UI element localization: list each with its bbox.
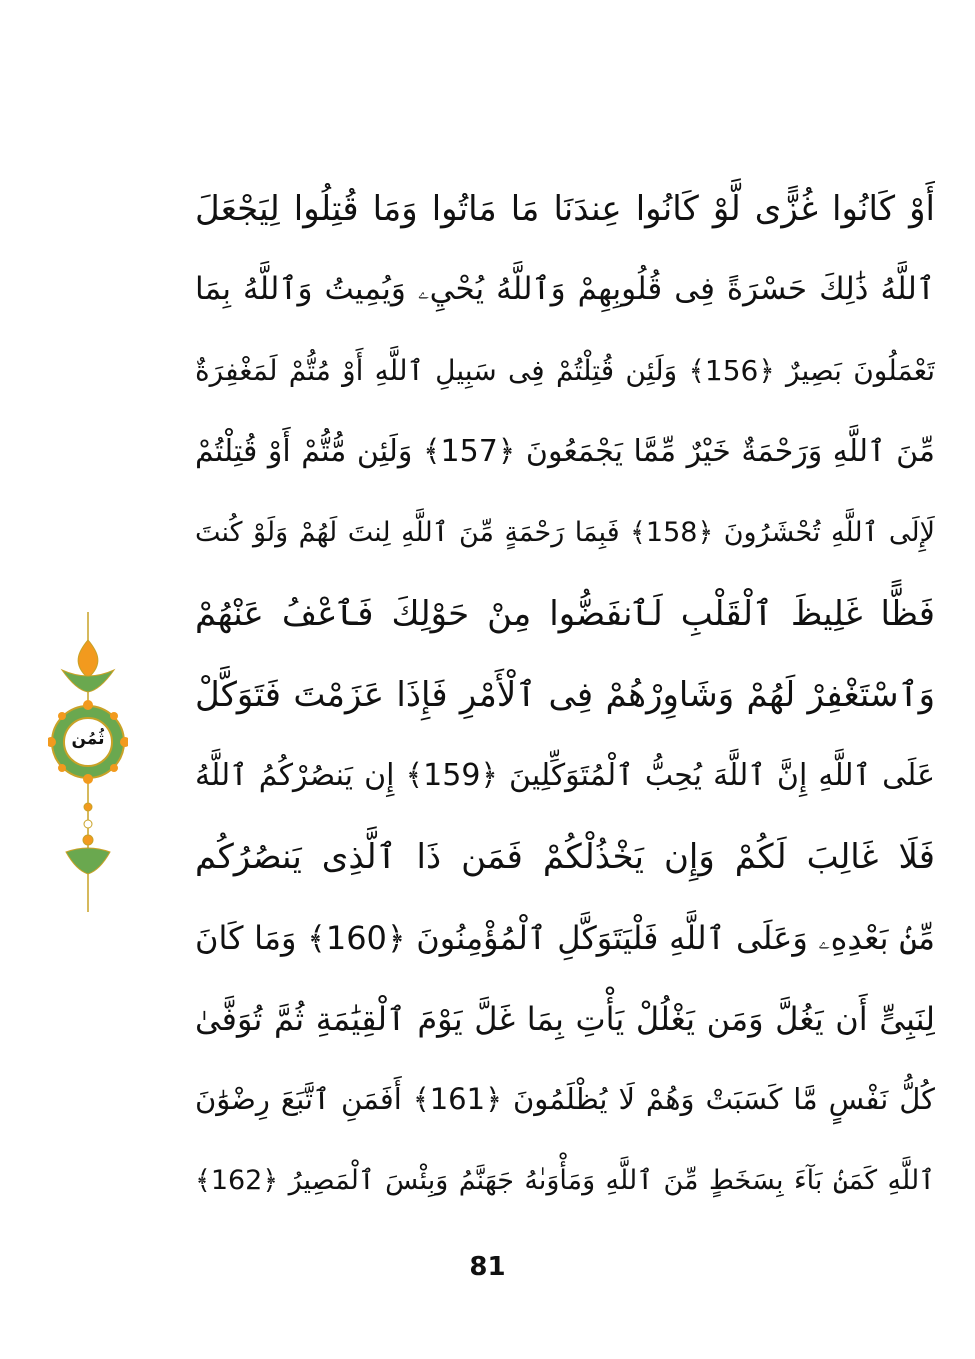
text-line: كُلُّ نَفْسٍ مَّا كَسَبَتْ وَهُمْ لَا يُظْلَمُونَ ﴿161﴾ أَفَمَنِ ٱتَّبَعَ رِضْوَٰنَ xyxy=(195,1082,935,1116)
text-line: عَلَى ٱللَّهِ إِنَّ ٱللَّهَ يُحِبُّ ٱلْمُتَوَكِّلِينَ ﴿159﴾ إِن يَنصُرْكُمُ ٱللَّهُ xyxy=(195,757,935,793)
text-line: مِّنۢ بَعْدِهِۦ وَعَلَى ٱللَّهِ فَلْيَتَوَكَّلِ ٱلْمُؤْمِنُونَ ﴿160﴾ وَمَا كَانَ xyxy=(195,918,935,957)
text-line: تَعْمَلُونَ بَصِيرٌ ﴿156﴾ وَلَئِن قُتِلْتُمْ فِى سَبِيلِ ٱللَّهِ أَوْ مُتُّمْ لَمَغْفِرَةٌ xyxy=(195,353,935,387)
text-line: فَظًّا غَلِيظَ ٱلْقَلْبِ لَٱنفَضُّوا مِنْ حَوْلِكَ فَٱعْفُ عَنْهُمْ xyxy=(195,593,935,634)
text-line: لِنَبِىٍّ أَن يَغُلَّ وَمَن يَغْلُلْ يَأْتِ بِمَا غَلَّ يَوْمَ ٱلْقِيَٰمَةِ ثُمَّ تُوَفَّىٰ xyxy=(195,999,935,1038)
hizb-marker-label: ثُمُن xyxy=(71,729,105,749)
text-line: ٱللَّهُ ذَٰلِكَ حَسْرَةً فِى قُلُوبِهِمْ وَٱللَّهُ يُحْيِۦ وَيُمِيتُ وَٱللَّهُ بِمَا xyxy=(195,271,935,307)
page-number: 81 xyxy=(469,1252,506,1282)
text-line: وَٱسْتَغْفِرْ لَهُمْ وَشَاوِرْهُمْ فِى ٱلْأَمْرِ فَإِذَا عَزَمْتَ فَتَوَكَّلْ xyxy=(195,674,935,715)
text-line: مِّنَ ٱللَّهِ وَرَحْمَةٌ خَيْرٌ مِّمَّا يَجْمَعُونَ ﴿157﴾ وَلَئِن مُّتُّمْ أَوْ قُتِلْتُمْ xyxy=(195,433,935,469)
text-line: فَلَا غَالِبَ لَكُمْ وَإِن يَخْذُلْكُمْ فَمَن ذَا ٱلَّذِى يَنصُرُكُم xyxy=(195,836,935,877)
text-line: لَإِلَى ٱللَّهِ تُحْشَرُونَ ﴿158﴾ فَبِمَا رَحْمَةٍ مِّنَ ٱللَّهِ لِنتَ لَهُمْ وَلَوْ كُنتَ xyxy=(195,517,935,548)
mushaf-text-block xyxy=(195,168,935,1221)
text-line: أَوْ كَانُوا غُزًّى لَّوْ كَانُوا عِندَنَا مَا مَاتُوا وَمَا قُتِلُوا لِيَجْعَلَ xyxy=(195,188,935,229)
text-line: ٱللَّهِ كَمَنۢ بَآءَ بِسَخَطٍ مِّنَ ٱللَّهِ وَمَأْوَىٰهُ جَهَنَّمُ وَبِئْسَ ٱلْمَصِيرُ ﴿162﴾ xyxy=(195,1165,935,1196)
hizb-ornament xyxy=(48,612,128,912)
